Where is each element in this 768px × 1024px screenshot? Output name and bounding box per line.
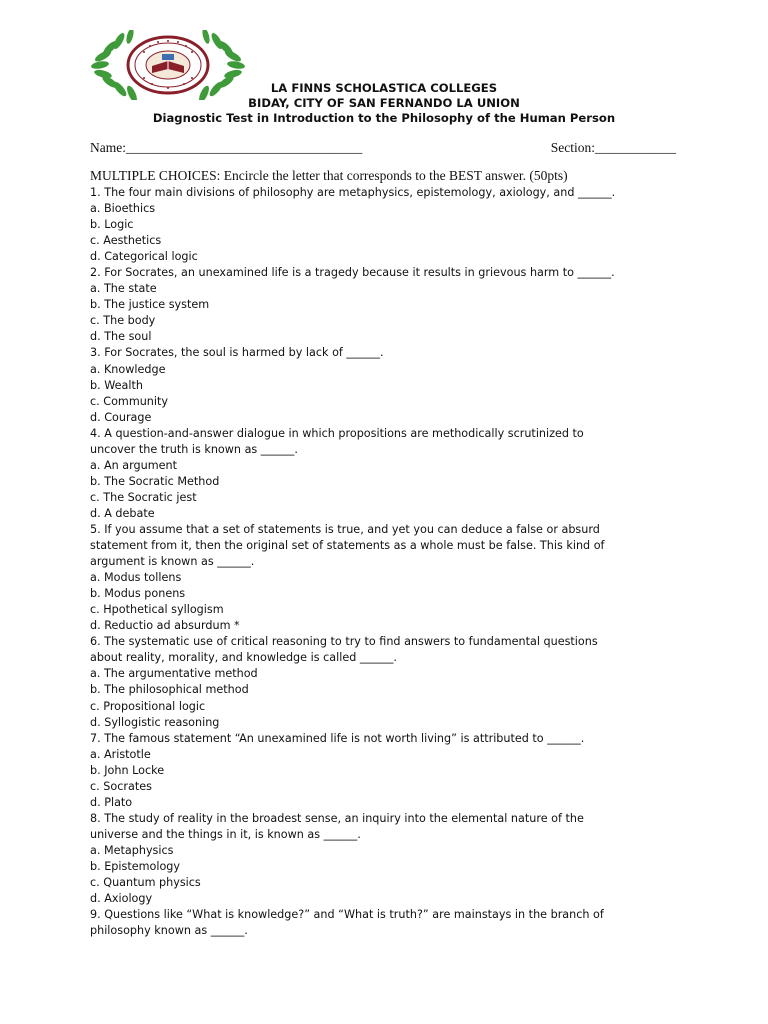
answer-option: d. The soul bbox=[90, 330, 152, 344]
school-name: LA FINNS SCHOLASTICA COLLEGES bbox=[270, 81, 498, 95]
answer-option: d. A debate bbox=[90, 506, 155, 520]
answer-option: c. Propositional logic bbox=[90, 699, 206, 713]
question-line: 5. If you assume that a set of statements is true, and yet you can deduce a false or absurd bbox=[90, 522, 600, 536]
answer-option: d. Plato bbox=[90, 795, 133, 809]
answer-option: a. The argumentative method bbox=[90, 667, 258, 681]
answer-option: a. Aristotle bbox=[90, 747, 151, 761]
question-line: about reality, morality, and knowledge is called ______. bbox=[90, 651, 397, 665]
answer-option: a. Bioethics bbox=[90, 202, 156, 216]
answer-option: a. Knowledge bbox=[90, 362, 166, 376]
answer-option: b. Logic bbox=[90, 218, 134, 232]
answer-option: c. The body bbox=[90, 314, 156, 328]
answer-option: b. Epistemology bbox=[90, 859, 181, 873]
question-line: universe and the things in it, is known as ______. bbox=[90, 827, 361, 841]
question-line: 3. For Socrates, the soul is harmed by lack of ______. bbox=[90, 346, 384, 360]
answer-option: c. The Socratic jest bbox=[90, 490, 197, 504]
question-line: 9. Questions like “What is knowledge?” and “What is truth?” are mainstays in the branch of bbox=[90, 908, 604, 922]
answer-option: a. Modus tollens bbox=[90, 571, 182, 585]
answer-option: b. The Socratic Method bbox=[90, 474, 220, 488]
answer-option: d. Courage bbox=[90, 410, 152, 424]
answer-option: c. Aesthetics bbox=[90, 234, 162, 248]
answer-option: a. The state bbox=[90, 282, 157, 296]
name-field[interactable]: Name:___________________________________ bbox=[90, 140, 363, 155]
answer-option: a. Metaphysics bbox=[90, 843, 174, 857]
question-line: philosophy known as ______. bbox=[90, 924, 248, 938]
answer-option: b. John Locke bbox=[90, 763, 165, 777]
question-line: argument is known as ______. bbox=[90, 555, 255, 569]
question-line: 1. The four main divisions of philosophy are metaphysics, epistemology, axiology, and ______. bbox=[90, 186, 616, 199]
answer-option: b. Modus ponens bbox=[90, 587, 186, 601]
answer-option: c. Quantum physics bbox=[90, 876, 201, 890]
answer-option: d. Reductio ad absurdum * bbox=[90, 619, 240, 633]
answer-option: c. Community bbox=[90, 394, 169, 408]
question-line: 2. For Socrates, an unexamined life is a tragedy because it results in grievous harm to ______. bbox=[90, 266, 615, 280]
answer-option: c. Socrates bbox=[90, 779, 152, 793]
answer-option: d. Categorical logic bbox=[90, 250, 198, 264]
answer-option: d. Axiology bbox=[90, 892, 153, 906]
answer-option: d. Syllogistic reasoning bbox=[90, 715, 220, 729]
answer-option: c. Hpothetical syllogism bbox=[90, 603, 224, 617]
answer-option: b. The justice system bbox=[90, 298, 210, 312]
question-line: 4. A question-and-answer dialogue in which propositions are methodically scrutinized to bbox=[90, 426, 584, 440]
student-info-row bbox=[90, 140, 680, 156]
question-line: 8. The study of reality in the broadest sense, an inquiry into the elemental nature of the bbox=[90, 811, 584, 825]
instructions: MULTIPLE CHOICES: Encircle the letter that corresponds to the BEST answer. (50pts) bbox=[90, 168, 568, 183]
answer-option: b. Wealth bbox=[90, 378, 143, 392]
answer-option: a. An argument bbox=[90, 458, 177, 472]
section-field[interactable]: Section:____________ bbox=[550, 140, 676, 155]
question-line: uncover the truth is known as ______. bbox=[90, 442, 298, 456]
question-line: 7. The famous statement “An unexamined life is not worth living” is attributed to ______. bbox=[90, 731, 585, 745]
school-address: BIDAY, CITY OF SAN FERNANDO LA UNION bbox=[248, 96, 520, 110]
question-line: statement from it, then the original set of statements as a whole must be false. This kind of bbox=[90, 539, 605, 553]
answer-option: b. The philosophical method bbox=[90, 683, 249, 697]
test-title: Diagnostic Test in Introduction to the Philosophy of the Human Person bbox=[152, 111, 616, 125]
question-list bbox=[90, 185, 690, 939]
question-line: 6. The systematic use of critical reasoning to try to find answers to fundamental questions bbox=[90, 635, 598, 649]
